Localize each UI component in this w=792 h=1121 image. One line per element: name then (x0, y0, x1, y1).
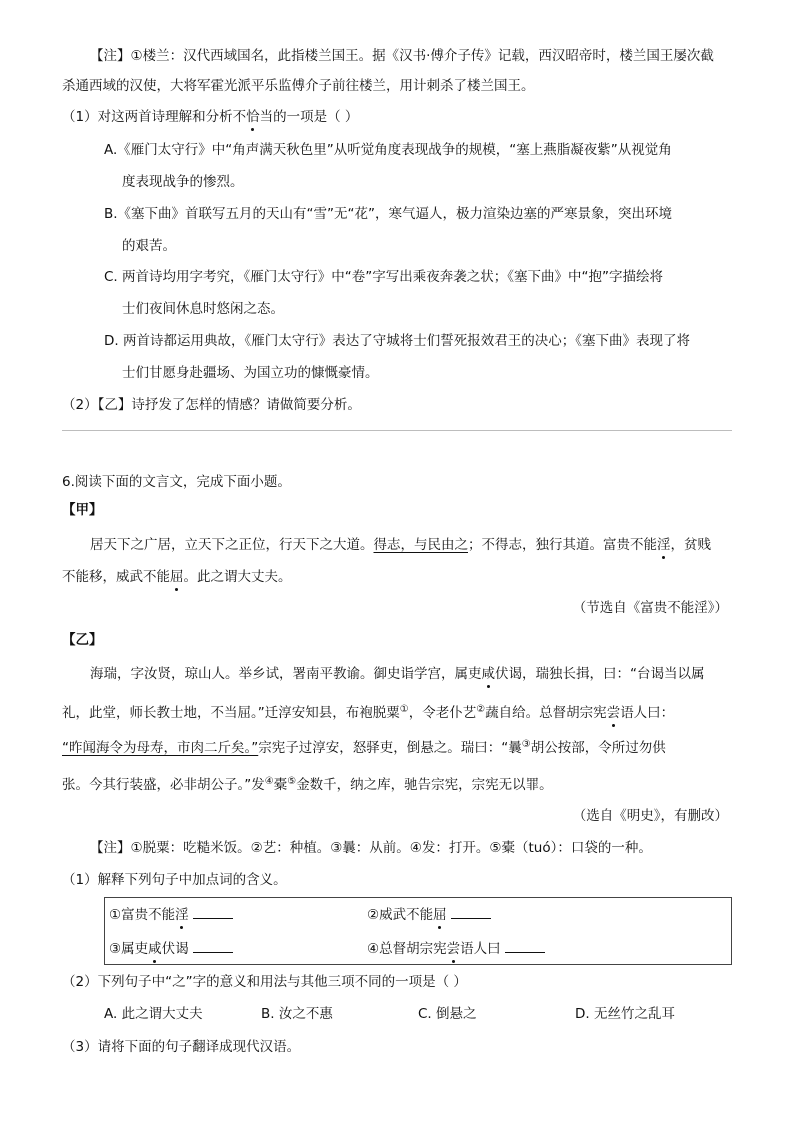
text: ①富贵不能 (109, 907, 176, 923)
text: 橐 (273, 777, 288, 793)
text: ，贫贱 (670, 537, 711, 553)
dotted-phrase: 不恰当 (232, 109, 274, 125)
text: 伏谒 (161, 941, 189, 957)
underlined-sentence: “昨闻海令为母寿，市肉二斤矣。” (62, 740, 259, 756)
passage-yi-line-3 (62, 735, 666, 758)
footnote-marker: ③ (521, 739, 531, 750)
question-5-1 (62, 107, 358, 127)
passage-yi-line-2 (62, 700, 674, 723)
note-line-1: 【注】①楼兰：汉代西域国名，此指楼兰国王。据《汉书·傅介子传》记载，西汉昭帝时，楼兰国王屡次截 (90, 48, 714, 64)
answer-blank[interactable] (451, 904, 491, 919)
vocab-item-1 (109, 904, 233, 925)
footnote-marker: ⑤ (287, 776, 297, 787)
option-c: C. 倒悬之 (418, 1006, 477, 1022)
text: ③属吏 (109, 941, 149, 957)
option-c-line-1: C. 两首诗均用字考究，《雁门太守行》中“卷”字写出乘夜奔袭之状；《塞下曲》中“抱”字描绘将 (104, 269, 663, 285)
dotted-char: 尝 (446, 941, 461, 957)
passage-yi-label: 【乙】 (62, 632, 103, 648)
option-a-line-2: 度表现战争的惨烈。 (122, 174, 244, 190)
passage-jia-line-2 (62, 567, 292, 587)
passage-yi-line-4 (62, 772, 553, 795)
question-6-3: （3）请将下面的句子翻译成现代汉语。 (62, 1039, 301, 1055)
dotted-char: 淫 (657, 537, 671, 553)
underlined-phrase: 得志，与民由之 (373, 537, 468, 553)
dotted-char: 屈 (433, 907, 447, 923)
option-b-line-1: B.《塞下曲》首联写五月的天山有“雪”无“花”，寒气逼人，极力渲染边塞的严寒景象，突出环境 (104, 206, 673, 222)
answer-blank[interactable] (193, 938, 233, 953)
question-6-heading: 6.阅读下面的文言文，完成下面小题。 (62, 474, 291, 490)
vocab-table (104, 897, 732, 965)
passage-jia-source: （节选自《富贵不能淫》） (572, 600, 728, 616)
text: 不能移，威武不能 (62, 569, 170, 585)
answer-blank[interactable] (193, 904, 233, 919)
question-text: （1）对这两首诗理解和分析 (62, 109, 233, 125)
question-6-1: （1）解释下列句子中加点词的含义。 (62, 872, 287, 888)
text: 蔬自给。总督胡宗宪 (485, 705, 607, 721)
dotted-char: 屈 (170, 569, 184, 585)
passage-yi-line-1 (90, 664, 705, 684)
vocab-item-4 (367, 938, 545, 959)
option-c-line-2: 士们夜间休息时悠闲之态。 (122, 301, 284, 317)
section-divider (62, 430, 732, 431)
option-a: A. 此之谓大丈夫 (104, 1006, 203, 1022)
text: 张。今其行装盛，必非胡公子。”发 (62, 777, 265, 793)
text: ；不得志，独行其道。富贵不能 (468, 537, 657, 553)
vocab-item-3 (109, 938, 233, 959)
text: 语人曰 (460, 941, 501, 957)
vocab-item-2 (367, 904, 491, 925)
option-b: B. 汝之不惠 (261, 1006, 333, 1022)
question-5-2: （2）【乙】诗抒发了怎样的情感？请做简要分析。 (62, 397, 361, 413)
emphasis-dots (233, 109, 274, 125)
text: ④总督胡宗宪 (367, 941, 447, 957)
text: 宗宪子过淳安，怒驿吏，倒悬之。瑞曰：“曩 (258, 740, 522, 756)
footnote-marker: ① (399, 704, 409, 715)
text: 胡公按部，令所过勿供 (530, 740, 666, 756)
answer-blank[interactable] (505, 938, 545, 953)
text: 。此之谓大丈夫。 (183, 569, 292, 585)
passage-jia-line-1 (90, 535, 711, 555)
text: 伏谒，瑞独长揖，曰：“台谒当以属 (495, 666, 705, 682)
passage-jia-label: 【甲】 (62, 502, 103, 518)
question-6-2: （2）下列句子中“之”字的意义和用法与其他三项不同的一项是（ ） (62, 974, 467, 990)
text: ，令老仆艺 (408, 705, 477, 721)
option-d: D. 无丝竹之乱耳 (575, 1006, 675, 1022)
dotted-char: 尝 (606, 705, 621, 721)
option-d-line-2: 士们甘愿身赴疆场、为国立功的慷慨豪情。 (122, 365, 379, 381)
text: 海瑞，字汝贤，琼山人。举乡试，署南平教谕。御史诣学宫，属吏 (90, 666, 482, 682)
dotted-char: 淫 (175, 907, 189, 923)
dotted-char: 咸 (148, 941, 162, 957)
text: 居天下之广居，立天下之正位，行天下之大道。 (90, 537, 374, 553)
option-d-line-1: D. 两首诗都运用典故，《雁门太守行》表达了守城将士们誓死报效君王的决心；《塞下曲》表现了将 (104, 333, 690, 349)
passage-yi-note: 【注】①脱粟：吃糙米饭。②艺：种植。③曩：从前。④发：打开。⑤橐（tuó）：口袋的一种。 (90, 840, 652, 856)
option-b-line-2: 的艰苦。 (122, 238, 176, 254)
note-line-2: 杀通西域的汉使，大将军霍光派平乐监傅介子前往楼兰，用计刺杀了楼兰国王。 (62, 78, 535, 94)
text: 礼，此堂，师长教士地，不当屈。”迁淳安知县，布袍脱粟 (62, 705, 400, 721)
option-a-line-1: A.《雁门太守行》中“角声满天秋色里”从听觉角度表现战争的规模，“塞上燕脂凝夜紫”从视觉角 (104, 142, 672, 158)
footnote-marker: ② (476, 704, 486, 715)
question-text-tail: 的一项是（ ） (273, 109, 359, 125)
text: 金数千，纳之库，驰告宗宪，宗宪无以罪。 (296, 777, 553, 793)
text: 语人曰： (620, 705, 675, 721)
text: ②威武不能 (367, 907, 434, 923)
passage-yi-source: （选自《明史》，有删改） (572, 808, 728, 824)
dotted-char: 咸 (481, 666, 495, 682)
footnote-marker: ④ (264, 776, 274, 787)
